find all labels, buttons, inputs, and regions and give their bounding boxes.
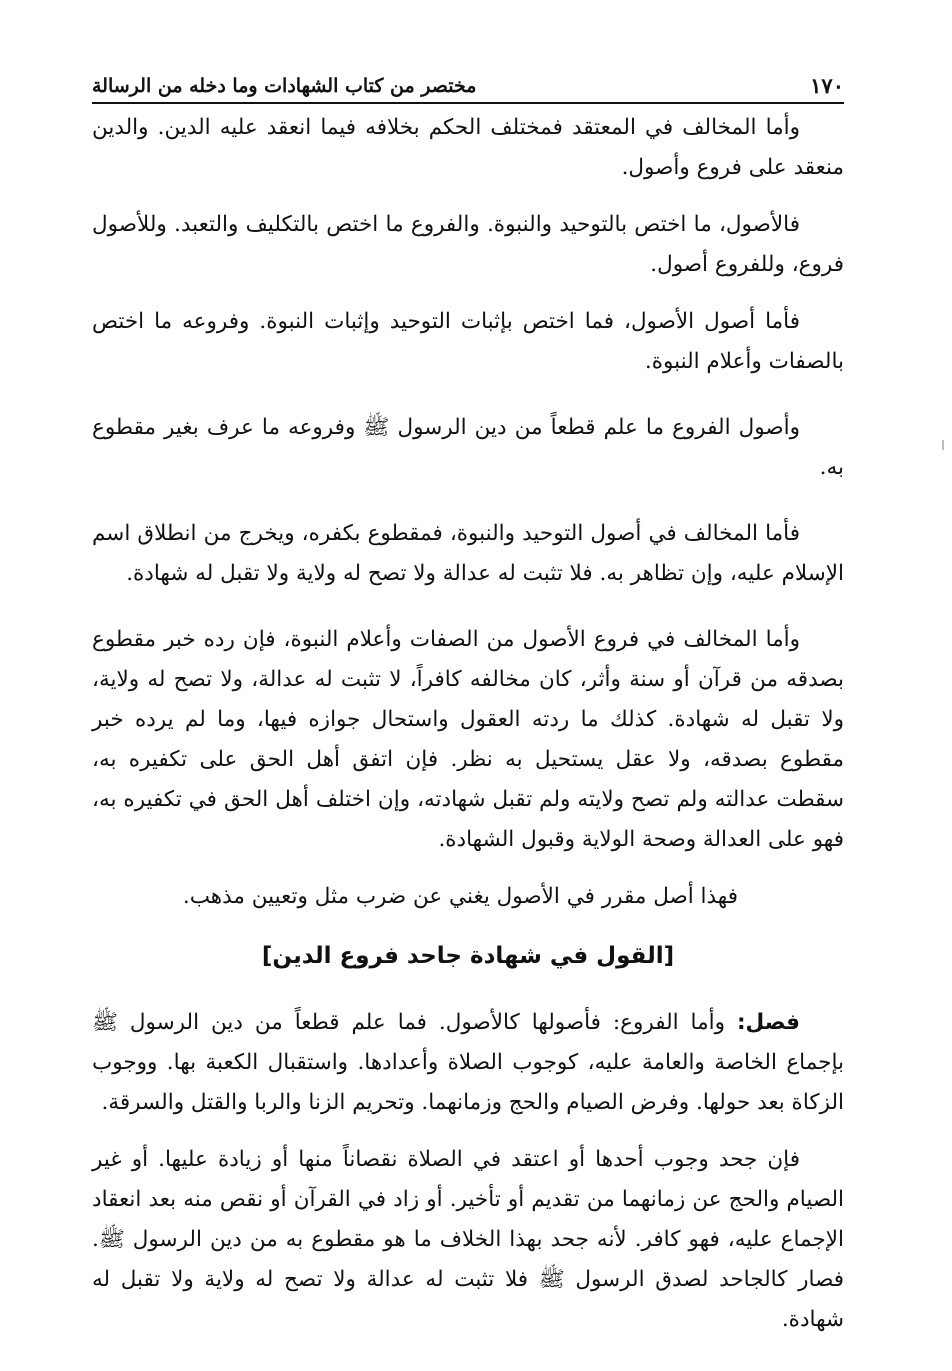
page-body — [92, 108, 844, 1357]
paragraph-denial-ruling: فإن جحد وجوب أحدها أو اعتقد في الصلاة نقصاناً منها أو زيادة عليها. أو غير الصيام والحج عن زمانهما من تقديم أو تأخير. أو زاد في القرآن أو نقص منه بعد انعقاد الإجماع عليه، فهو كافر. لأنه جحد بهذا الخلاف ما هو مقطوع به من دين الرسول ﷺ. فصار كالجاحد لصدق الرسول ﷺ فلا تثبت له عدالة ولا تصح له ولاية ولا تقبل له شهادة. — [92, 1147, 844, 1332]
paragraph-dissent-in-tawhid: فأما المخالف في أصول التوحيد والنبوة، فمقطوع بكفره، ويخرج من انطلاق اسم الإسلام عليه، وإن تظاهر به. فلا تثبت له عدالة ولا تصح له ولاية ولا تقبل له شهادة. — [92, 521, 844, 586]
running-title: مختصر من كتاب الشهادات وما دخله من الرسالة — [92, 75, 477, 97]
header-rule — [92, 102, 844, 104]
margin-mark — [942, 440, 944, 450]
fasl-lead-word: فصل: — [736, 1010, 800, 1035]
paragraph-established-principle: فهذا أصل مقرر في الأصول يغني عن ضرب مثل وتعيين مذهب. — [182, 884, 738, 909]
fasl-text: وأما الفروع: فأصولها كالأصول. فما علم قطعاً من دين الرسول ﷺ بإجماع الخاصة والعامة عليه، كوجوب الصلاة وأعدادها. واستقبال الكعبة بها. ووجوب الزكاة بعد حولها. وفرض الصيام والحج وزمانهما. وتحريم الزنا والربا والقتل والسرقة. — [92, 1010, 844, 1115]
paragraph-fasl — [92, 1003, 844, 1123]
paragraph-dissent-in-belief: وأما المخالف في المعتقد فمختلف الحكم بخلافه فيما انعقد عليه الدين. والدين منعقد على فروع وأصول. — [92, 115, 844, 180]
page-number: ١٧٠ — [810, 73, 844, 98]
paragraph-dissent-in-sifat: وأما المخالف في فروع الأصول من الصفات وأعلام النبوة، فإن رده خبر مقطوع بصدقه من قرآن أو سنة وأثر، كان مخالفه كافراً، لا تثبت له عدالة، ولا تصح له ولاية، ولا تقبل له شهادة. كذلك ما ردته العقول واستحال جوازه فيها، وما لم يرده خبر مقطوع بصدقه، ولا عقل يستحيل به نظر. فإن اتفق أهل الحق على تكفيره به، سقطت عدالته ولم تصح ولايته ولم تقبل شهادته، وإن اختلف أهل الحق في تكفيره به، فهو على العدالة وصحة الولاية وقبول الشهادة. — [92, 627, 844, 852]
paragraph-usul-al-furu: وأصول الفروع ما علم قطعاً من دين الرسول ﷺ وفروعه ما عرف بغير مقطوع به. — [92, 415, 844, 480]
page-header — [92, 72, 844, 106]
section-heading: [القول في شهادة جاحد فروع الدين] — [261, 943, 675, 969]
paragraph-usul-and-furu: فالأصول، ما اختص بالتوحيد والنبوة. والفروع ما اختص بالتكليف والتعبد. وللأصول فروع، وللفروع أصول. — [92, 212, 844, 277]
paragraph-usul-al-usul: فأما أصول الأصول، فما اختص بإثبات التوحيد وإثبات النبوة. وفروعه ما اختص بالصفات وأعلام النبوة. — [92, 309, 844, 374]
